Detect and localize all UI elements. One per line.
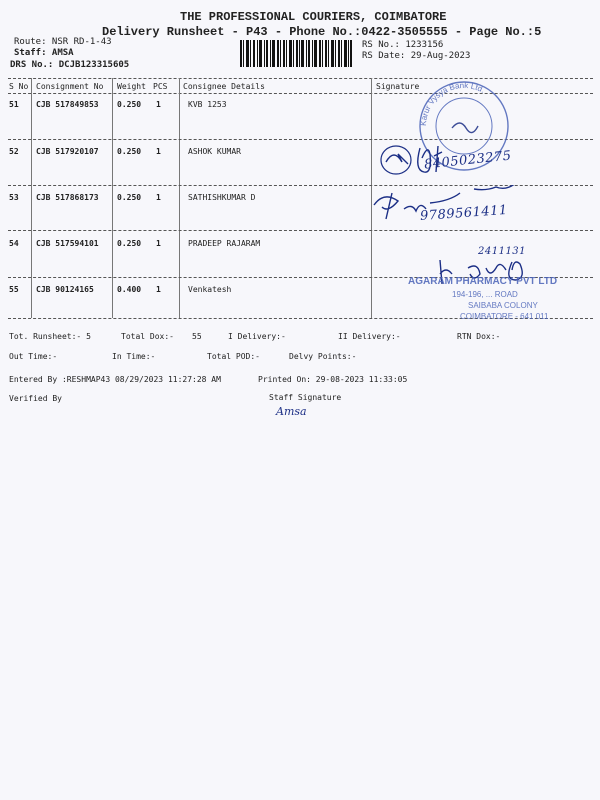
pharmacy-stamp-name: AGARAM PHARMACY PVT LTD xyxy=(408,276,558,287)
row-consignment: CJB 517594101 xyxy=(36,239,99,248)
row-consignee: Venkatesh xyxy=(188,285,232,294)
entered-by: Entered By :RESHMAP43 08/29/2023 11:27:28 AM xyxy=(9,375,221,384)
rs-number: RS No.: 1233156 xyxy=(362,40,444,50)
row-consignee: PRADEEP RAJARAM xyxy=(188,239,261,248)
out-time: Out Time:- xyxy=(9,352,58,361)
pharmacy-stamp-line2: SAIBABA COLONY xyxy=(468,301,538,310)
staff-signature-label: Staff Signature xyxy=(269,393,342,402)
row-consignment: CJB 517868173 xyxy=(36,193,99,202)
barcode xyxy=(240,40,352,67)
ii-delivery: II Delivery:- xyxy=(338,332,401,341)
total-pod: Total POD:- xyxy=(207,352,260,361)
row-sno: 55 xyxy=(9,285,19,294)
row-pcs: 1 xyxy=(156,193,161,202)
row-pcs: 1 xyxy=(156,285,161,294)
pharmacy-stamp-line3: COIMBATORE - 641 011 xyxy=(460,312,549,321)
row-consignment: CJB 90124165 xyxy=(36,285,94,294)
row-sno: 51 xyxy=(9,100,19,109)
rs-date: RS Date: 29-Aug-2023 xyxy=(362,51,471,61)
rtn-dox: RTN Dox:- xyxy=(457,332,501,341)
row-consignee: KVB 1253 xyxy=(188,100,227,109)
col-header-consignee: Consignee Details xyxy=(183,82,265,91)
row-sno: 52 xyxy=(9,147,19,156)
in-time: In Time:- xyxy=(112,352,156,361)
row-weight: 0.250 xyxy=(117,193,142,202)
column-line xyxy=(179,78,180,318)
row-pcs: 1 xyxy=(156,239,161,248)
row-sno: 53 xyxy=(9,193,19,202)
row-weight: 0.400 xyxy=(117,285,142,294)
total-dox-label: Total Dox:- xyxy=(121,332,174,341)
handwritten-phone: 9789561411 xyxy=(419,202,509,225)
printed-on: Printed On: 29-08-2023 11:33:05 xyxy=(258,375,408,384)
staff-label: Staff: AMSA xyxy=(14,48,74,58)
drs-number: DRS No.: DCJB123315605 xyxy=(10,60,130,70)
col-header-pcs: PCS xyxy=(153,82,168,91)
i-delivery: I Delivery:- xyxy=(228,332,286,341)
handwritten-phone: 8405023275 xyxy=(423,148,513,173)
total-dox-value: 55 xyxy=(192,332,202,341)
company-title: THE PROFESSIONAL COURIERS, COIMBATORE xyxy=(180,10,447,24)
bank-stamp-text: Karur Vysya Bank Ltd. xyxy=(418,80,487,127)
row-pcs: 1 xyxy=(156,147,161,156)
column-line xyxy=(112,78,113,318)
row-weight: 0.250 xyxy=(117,147,142,156)
row-sno: 54 xyxy=(9,239,19,248)
row-weight: 0.250 xyxy=(117,239,142,248)
pharmacy-stamp-line1: 194-196, ... ROAD xyxy=(452,290,518,299)
column-line xyxy=(31,78,32,318)
divider xyxy=(8,230,593,231)
route-label: Route: NSR RD-1-43 xyxy=(14,37,112,47)
row-pcs: 1 xyxy=(156,100,161,109)
tot-runsheet: Tot. Runsheet:- 5 xyxy=(9,332,91,341)
runsheet-subtitle: Delivery Runsheet - P43 - Phone No.:0422-3505555 - Page No.:5 xyxy=(102,25,542,39)
row-consignment: CJB 517920107 xyxy=(36,147,99,156)
row-weight: 0.250 xyxy=(117,100,142,109)
staff-signature: Amsa xyxy=(276,405,307,418)
col-header-sno: S No xyxy=(9,82,29,91)
col-header-consignment: Consignment No xyxy=(36,82,104,91)
row-consignee: ASHOK KUMAR xyxy=(188,147,241,156)
row-consignment: CJB 517849853 xyxy=(36,100,99,109)
col-header-signature: Signature xyxy=(376,82,420,91)
col-header-weight: Weight xyxy=(117,82,146,91)
handwritten-number: 2411131 xyxy=(478,246,527,257)
row-consignee: SATHISHKUMAR D xyxy=(188,193,256,202)
delvy-points: Delvy Points:- xyxy=(289,352,357,361)
verified-by: Verified By xyxy=(9,394,62,403)
